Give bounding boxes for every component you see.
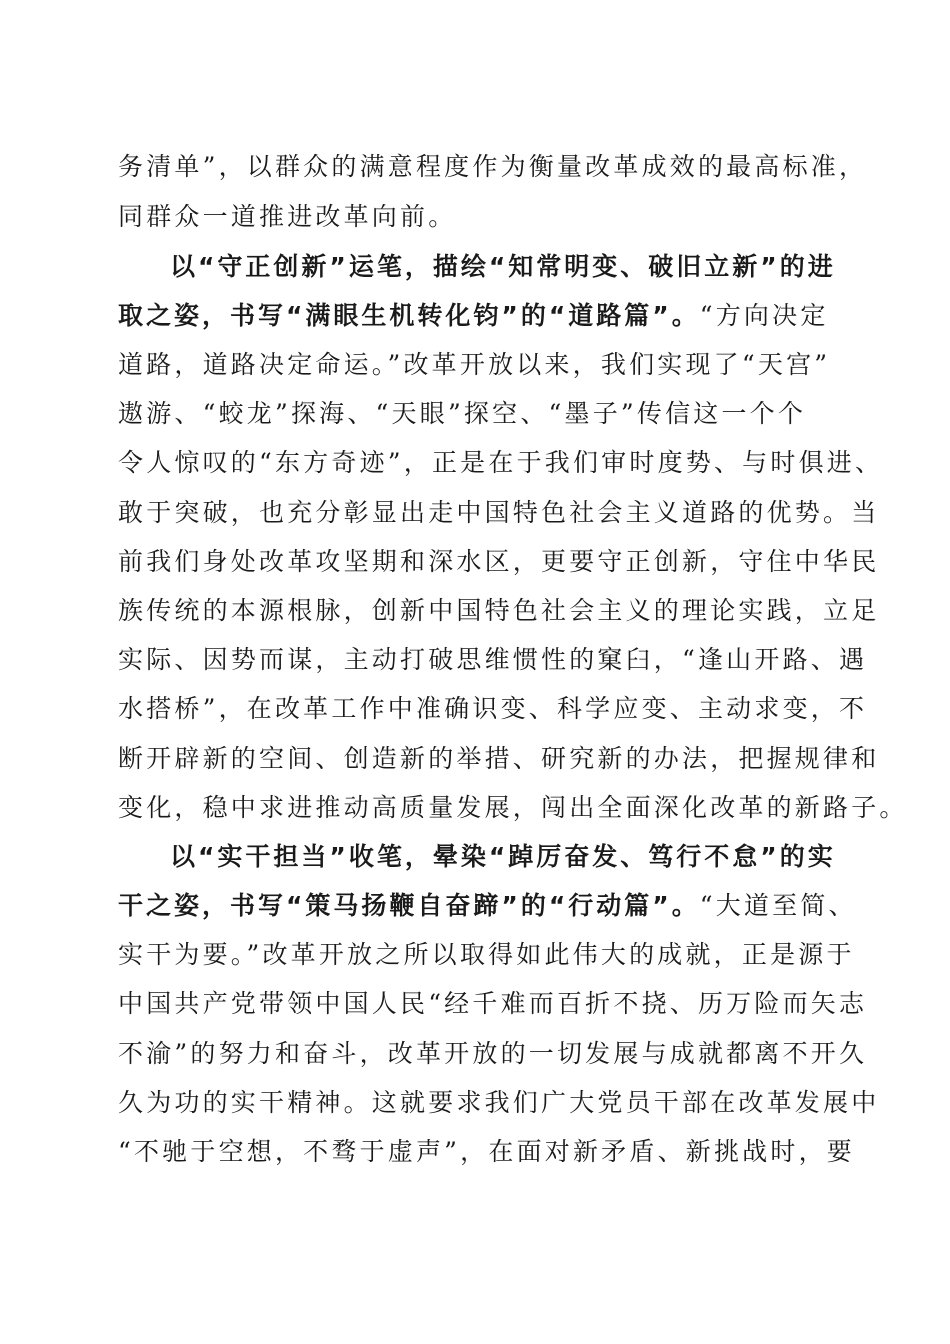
text-line: 敢于突破，也充分彰显出走中国特色社会主义道路的优势。当: [118, 498, 880, 527]
body-text: “大道至简、: [699, 891, 857, 920]
text-line: 令人惊叹的“东方奇迹”，正是在于我们审时度势、与时俱进、: [118, 448, 884, 477]
section-heading-line: [118, 297, 838, 335]
text-line: 实际、因势而谋，主动打破思维惯性的窠臼，“逢山开路、遇: [118, 645, 868, 674]
text-line: 务清单”，以群众的满意程度作为衡量改革成效的最高标准，: [118, 152, 868, 181]
text-line: 久为功的实干精神。这就要求我们广大党员干部在改革发展中: [118, 1088, 880, 1117]
text-line: 道路，道路决定命运。”改革开放以来，我们实现了“天宫”: [118, 350, 831, 379]
text-line: 遨游、“蛟龙”探海、“天眼”探空、“墨子”传信这一个个: [118, 399, 807, 428]
section-heading-line: [118, 887, 857, 925]
text-line: 同群众一道推进改革向前。: [118, 202, 457, 231]
text-line: 水搭桥”，在改革工作中准确识变、科学应变、主动求变，不: [118, 694, 868, 723]
section-heading-line: 以“实干担当”收笔，晕染“踔厉奋发、笃行不怠”的实: [170, 842, 836, 871]
body-text: “方向决定: [699, 301, 829, 330]
section-heading-line: 以“守正创新”运笔，描绘“知常明变、破旧立新”的进: [170, 252, 836, 281]
text-line: 前我们身处改革攻坚期和深水区，更要守正创新，守住中华民: [118, 547, 880, 576]
text-line: 变化，稳中求进推动高质量发展，闯出全面深化改革的新路子。: [118, 793, 908, 822]
text-line: 不渝”的努力和奋斗，改革开放的一切发展与成就都离不开久: [118, 1039, 868, 1068]
text-line: 中国共产党带领中国人民“经千难而百折不挠、历万险而矢志: [118, 989, 868, 1018]
heading-text: 干之姿，书写“策马扬鞭自奋蹄”的“行动篇”。: [118, 891, 700, 920]
text-line: 实干为要。”改革开放之所以取得如此伟大的成就，正是源于: [118, 940, 855, 969]
heading-text: 取之姿，书写“满眼生机转化钧”的“道路篇”。: [118, 301, 700, 330]
text-line: 断开辟新的空间、创造新的举措、研究新的办法，把握规律和: [118, 744, 880, 773]
text-line: 族传统的本源根脉，创新中国特色社会主义的理论实践，立足: [118, 596, 880, 625]
text-line: “不驰于空想，不骛于虚声”，在面对新矛盾、新挑战时，要: [118, 1137, 855, 1166]
